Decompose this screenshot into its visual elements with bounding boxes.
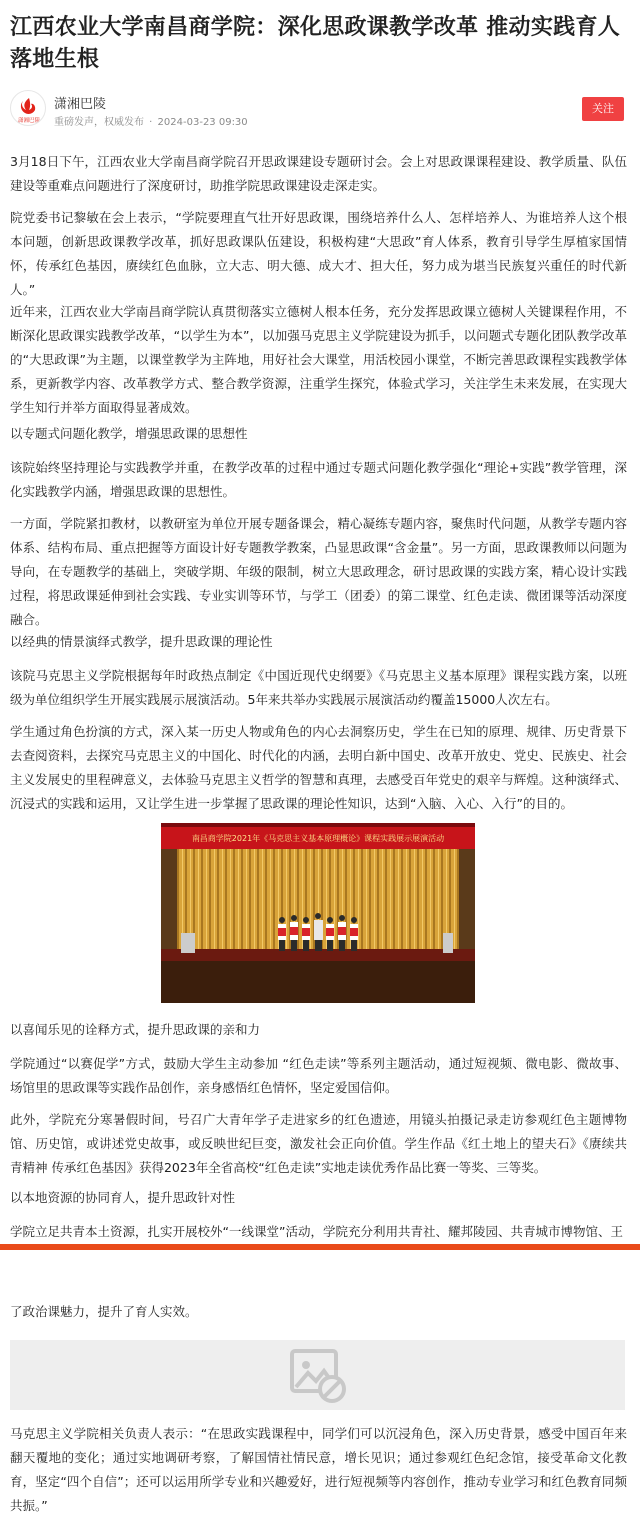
author-name[interactable]: 潇湘巴陵: [54, 97, 107, 112]
publish-time: 2024-03-23 09:30: [157, 117, 248, 128]
paragraph-section3-b: 此外，学院充分寒暑假时间，号召广大青年学子走进家乡的红色遗迹，用镜头拍摄记录走访参观红色主题博物馆、历史馆，或讲述党史故事，或反映世纪巨变，激发社会正向价值。学生作品《红土地上的望夫石》《赓续共青精神 传承红色基因》获得2023年全省高校“红色走读”实地走读优秀作品比赛一等奖、三等奖。: [10, 1112, 627, 1175]
paragraph-section2-a: 该院马克思主义学院根据每年时政热点制定《中国近现代史纲要》《马克思主义基本原理》课程实践方案，以班级为单位组织学生开展实践展示展演活动。5年来共举办实践展示展演活动约覆盖15000人次左右。: [10, 668, 627, 707]
paragraph-section1-a: 该院始终坚持理论与实践教学并重，在教学改革的过程中通过专题式问题化教学强化“理论+实践”教学管理，深化实践教学内涵，增强思政课的思想性。: [10, 460, 627, 499]
paragraph-overview: 近年来，江西农业大学南昌商学院认真贯彻落实立德树人根本任务，充分发挥思政课立德树人关键课程作用，不断深化思政课实践教学改革，“以学生为本”，以加强马克思主义学院建设为抓手，以问题式专题化团队教学改革的“大思政课”为主题，以课堂教学为主阵地，用好社会大课堂，用活校园小课堂，不断完善思政课程实践教学体系，更新教学内容、改革教学方式、整合教学资源，注重学生探究，体验式学习，关注学生未来发展，在实现大学生知行并举方面取得显著成效。: [10, 304, 627, 415]
paragraph-section3-a: 学院通过“以赛促学”方式，鼓励大学生主动参加 “红色走读”等系列主题活动，通过短视频、微电影、微故事、场馆里的思政课等实践作品创作，亲身感悟红色情怀，坚定爱国信仰。: [10, 1056, 627, 1095]
author-logo-text: 潇湘巴陵: [17, 118, 41, 124]
author-bar: [10, 90, 630, 130]
author-meta: 重磅发声，权威发布 · 2024-03-23 09:30: [54, 117, 248, 128]
follow-button[interactable]: 关注: [582, 97, 624, 121]
paragraph-closing: 马克思主义学院相关负责人表示：“在思政实践课程中，同学们可以沉浸角色，深入历史背景，感受中国百年来翻天覆地的变化；通过实地调研考察，了解国情社情民意，增长见识；通过参观红色纪念馆，接受革命文化教育，坚定“四个自信”；还可以运用所学专业和兴趣爱好，进行短视频等内容创作，推动专业学习和红色教育同频共振。”: [10, 1426, 627, 1513]
author-logo-icon: [11, 91, 46, 126]
article-title: 江西农业大学南昌商学院：深化思政课教学改革 推动实践育人落地生根: [10, 15, 621, 72]
paragraph-section1-b: 一方面，学院紧扣教材，以教研室为单位开展专题备课会，精心凝练专题内容，聚焦时代问题，从教学专题内容体系、结构布局、重点把握等方面设计好专题教学教案，凸显思政课“含金量”。另一方面，思政课教师以问题为导向，在专题教学的基础上，突破学期、年级的限制，树立大思政理念，研讨思政课的实践方案，精心设计实践过程，将思政课延伸到社会实践、专业实训等环节，与学工（团委）的第二课堂、红色走读、微团课等活动深度融合。: [10, 516, 627, 627]
image-placeholder: [10, 1340, 625, 1410]
section-heading-4: 以本地资源的协同育人，提升思政针对性: [10, 1190, 236, 1205]
paragraph-intro: 3月18日下午，江西农业大学南昌商学院召开思政课建设专题研讨会。会上对思政课课程建设、教学质量、队伍建设等重难点问题进行了深度研讨，助推学院思政课建设走深走实。: [10, 154, 627, 193]
stage-illustration: [161, 823, 475, 1003]
avatar[interactable]: [10, 90, 46, 126]
section-heading-2: 以经典的情景演绎式教学，提升思政课的理论性: [10, 634, 273, 649]
paragraph-section2-b: 学生通过角色扮演的方式，深入某一历史人物或角色的内心去洞察历史，学生在已知的原理、规律、历史背景下去查阅资料，去探究马克思主义的中国化、时代化的内涵，去明白新中国史、改革开放史、党史、民族史、社会主义发展史的里程碑意义，去体验马克思主义哲学的智慧和真理，去感受百年党史的艰辛与辉煌。这种演绎式、沉浸式的实践和运用，又让学生进一步掌握了思政课的理论性知识，达到“入脑、入心、入行”的目的。: [10, 724, 627, 811]
truncated-line: [10, 1250, 627, 1260]
banner-text: 南昌商学院2021年《马克思主义基本原理概论》课程实践展示展演活动: [191, 834, 445, 843]
broken-image-icon: [286, 1345, 350, 1407]
section-heading-3: 以喜闻乐见的诠释方式，提升思政课的亲和力: [10, 1022, 261, 1037]
section-heading-1: 以专题式问题化教学，增强思政课的思想性: [10, 426, 248, 441]
stage-photo[interactable]: [161, 823, 475, 1003]
paragraph-continued: 了政治课魅力，提升了育人实效。: [10, 1304, 198, 1319]
author-slogan: 重磅发声，权威发布: [54, 117, 144, 128]
paragraph-section4-a: 学院立足共青本土资源，扎实开展校外“一线课堂”活动，学院充分利用共青社、耀邦陵园、共青城市博物馆、王: [10, 1224, 623, 1239]
paragraph-quote: 院党委书记黎敏在会上表示，“学院要理直气壮开好思政课，围绕培养什么人、怎样培养人、为谁培养人这个根本问题，创新思政课教学改革，抓好思政课队伍建设，积极构建“大思政”育人体系，教育引导学生厚植家国情怀，传承红色基因，赓续红色血脉，立大志、明大德、成大才、担大任，努力成为堪当民族复兴重任的时代新人。”: [10, 210, 627, 297]
